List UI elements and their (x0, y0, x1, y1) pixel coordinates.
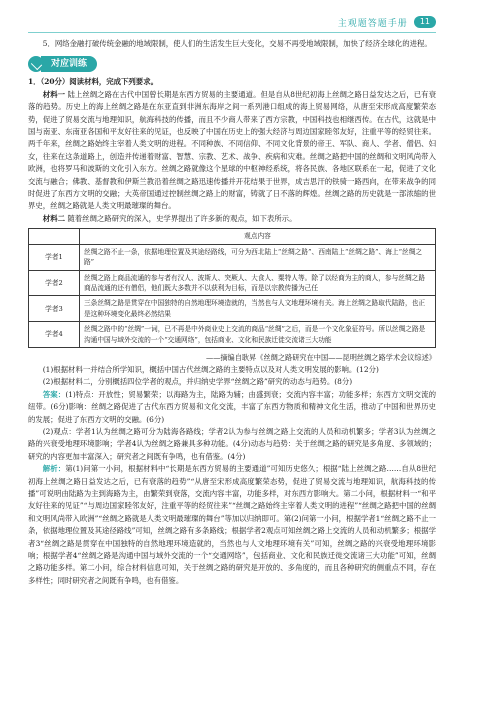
table-header-view: 观点内容 (80, 229, 436, 244)
view-cell: 丝绸之路上商品流通的参与者有汉人、波斯人、突厥人、大食人、粟特人等。除了以经商为主的商人，参与丝绸之路商品流通的还有僧侣，他们既大多数并不以获利为目标，而是以宗教传播为己任 (80, 270, 436, 296)
view-cell: 三条丝绸之路是贯穿在中国独特的自然地理环境造就的，当然也与人文地理环境有关。海上丝绸之路取代陆路，也正是这种环境变化最终必然结果 (80, 296, 436, 322)
material-1 (28, 89, 436, 213)
section-title: 对应训练 (41, 56, 97, 72)
header-divider (28, 32, 436, 33)
scholar-cell: 学者4 (29, 322, 80, 348)
answer-block-2 (28, 426, 436, 463)
page-number-badge: 11 (414, 16, 436, 28)
view-cell: 丝绸之路不止一条，依据地理位置及其途经路线，可分为西北陆上“丝绸之路”、西南陆上“丝绸之路”、海上“丝绸之路” (80, 244, 436, 270)
answer-label: 答案： (42, 389, 66, 399)
table-header-row (29, 229, 436, 244)
sub-question-1: (1)根据材料一并结合所学知识，概括中国古代丝绸之路的主要特点以及对人类文明发展的影响。(12分) (42, 364, 379, 374)
answer-text-1: (1)特点：开放性；贸易繁荣；以海路为主，陆路为辅；由盛到衰；交流内容丰富；功能多样；东西方文明交流的纽带。(6分)影响：丝绸之路促进了古代东西方贸易和文化交流，丰富了东西方物质和精神文化生活，推动了中国和世界历史的发展；促进了东西方文明的交融。(6分) (28, 389, 436, 424)
table-row (29, 244, 436, 270)
answer-text-2: (2)观点：学者1认为丝绸之路可分为陆海各路线；学者2认为参与丝绸之路上交流的人员和动机繁多；学者3认为丝绸之路的兴衰受地理环境影响；学者4认为丝绸之路兼具多种功能。(4分)动态与趋势：关于丝绸之路的研究是多角度、多领域的；研究的内容更加丰富深入；研究者之间既有争鸣，也有借鉴。(4分) (28, 426, 436, 461)
question-stem: 1．（20分）阅读材料，完成下列要求。 (28, 77, 158, 87)
view-cell: 丝绸之路中的“丝绸”一词，已不再是中外商业史上交流的商品“丝绸”之后，而是一个文化象征符号。所以丝绸之路是沟通中国与域外交流的一个“交通网络”，包括商业、文化和民族迁徙交流诸三大功能 (80, 322, 436, 348)
sub-question-2: (2)根据材料二，分别概括四位学者的观点，并归纳史学界“丝绸之路”研究的动态与趋势。(8分) (42, 377, 353, 387)
page-content (28, 38, 436, 587)
analysis-label: 解析： (42, 464, 66, 474)
material-2 (28, 213, 436, 225)
table-row (29, 322, 436, 348)
section-header (28, 56, 436, 72)
analysis-text: 第(1)问第一小问，根据材料中“长期是东西方贸易的主要通道”可知历史悠久；根据“陆上丝绸之路……自从8世纪初海上丝绸之路日益发达之后，已有衰落的趋势”“从唐至宋形成高度繁荣态势，促进了贸易交流与地理知识，航海科技的传播”可说明由陆路为主到海路为主，由繁荣到衰落，交流内容丰富，功能多样，对东西方影响大。第二小问，根据材料一“和平友好往来的见证”“与周边国家睦邻友好，注重平等的经贸往来”“丝绸之路始终主宰着人类文明的进程”“丝绸之路把中国的丝绸和文明风尚带入欧洲”“丝绸之路就是人类文明最璀璨的舞台”等加以归纳即可。第(2)问第一小问，根据学者1“丝绸之路不止一条，依据地理位置及其途径路线”可知，丝绸之路有多条路线；根据学者2观点可知丝绸之路上交流的人员和动机繁多；根据学者3“丝绸之路是贯穿在中国独特的自然地理环境造就的，当然也与人文地理环境有关”可知，丝绸之路的兴衰受地理环境影响；根据学者4“丝绸之路是沟通中国与域外交流的一个“交通网络”，包括商业、文化和民族迁徙交流诸三大功能”可知，丝绸之路功能多样。第二小问，综合材料信息可知，关于丝绸之路的研究是开放的、多角度的，而且各种研究的侧重点不同，存在多样性；同时研究者之间既有争鸣，也有借鉴。 (28, 464, 436, 585)
page-header (338, 14, 436, 30)
header-title: 主观题答题手册 (337, 18, 408, 29)
material-2-label: 材料二 (42, 213, 65, 223)
material-1-text: 陆上丝绸之路在古代中国曾长期是东西方贸易的主要通道。但是自从8世纪初海上丝绸之路日益发达之后，已有衰落的趋势。历史上的海上丝绸之路是在东亚直到非洲东海岸之间一系列港口组成的海上贸易网络，从唐至宋形成高度繁荣态势，促进了贸易交流与地理知识，航海科技的传播，而且不少商人带来了西方宗教，中国科技也相继西传。在古代，这就是中国与南亚、东南亚各国和平友好往来的见证，也反映了中国在历史上的强大经济与周边国家睦邻友好，注重平等的经贸往来。两千年来，丝绸之路始终主宰着人类文明的进程。不同种族、不同信仰、不同文化背景的帝王、军队、商人、学者、僧侣、妇女，往来在这条道路上，创造并传递着财富、智慧、宗教、艺术、战争、疾病和灾难。丝绸之路把中国的丝绸和文明风尚带入欧洲，也将罗马和波斯的文化引入东方。丝绸之路就像这个星球的中枢神经系统，将各民族、各地区联系在一起，促进了文化交流与融合；佛教、基督教和伊斯兰教沿着丝绸之路迅速传播并开花结果于世界，成吉思汗的铁骑一路西向，在带来战争的同时促进了东西方文明的交融；大英帝国通过控制丝绸之路上的财富，铸就了日不落的辉煌。丝绸之路的历史就是一部浓缩的世界史，丝绸之路就是人类文明最璀璨的舞台。 (28, 89, 436, 211)
material-1-label: 材料一 (42, 89, 66, 99)
table-row (29, 296, 436, 322)
material-source: ——摘编自耿昇《丝绸之路研究在中国——昆明丝绸之路学术会议综述》 (205, 352, 436, 362)
material-2-text: 随着丝绸之路研究的深入，史学界提出了许多新的观点，如下表所示。 (67, 213, 297, 223)
scholar-cell: 学者3 (29, 296, 80, 322)
scholar-cell: 学者1 (29, 244, 80, 270)
answer-block (28, 389, 436, 426)
viewpoints-table (28, 228, 436, 348)
table-row (29, 270, 436, 296)
analysis-block (28, 463, 436, 587)
table-corner-cell (29, 229, 80, 244)
intro-item: 5．网络金融打破传统金融的地域限制，使人们的生活发生巨大变化，交易不再受地域限制，加快了经济全球化的进程。 (42, 39, 432, 48)
scholar-cell: 学者2 (29, 270, 80, 296)
